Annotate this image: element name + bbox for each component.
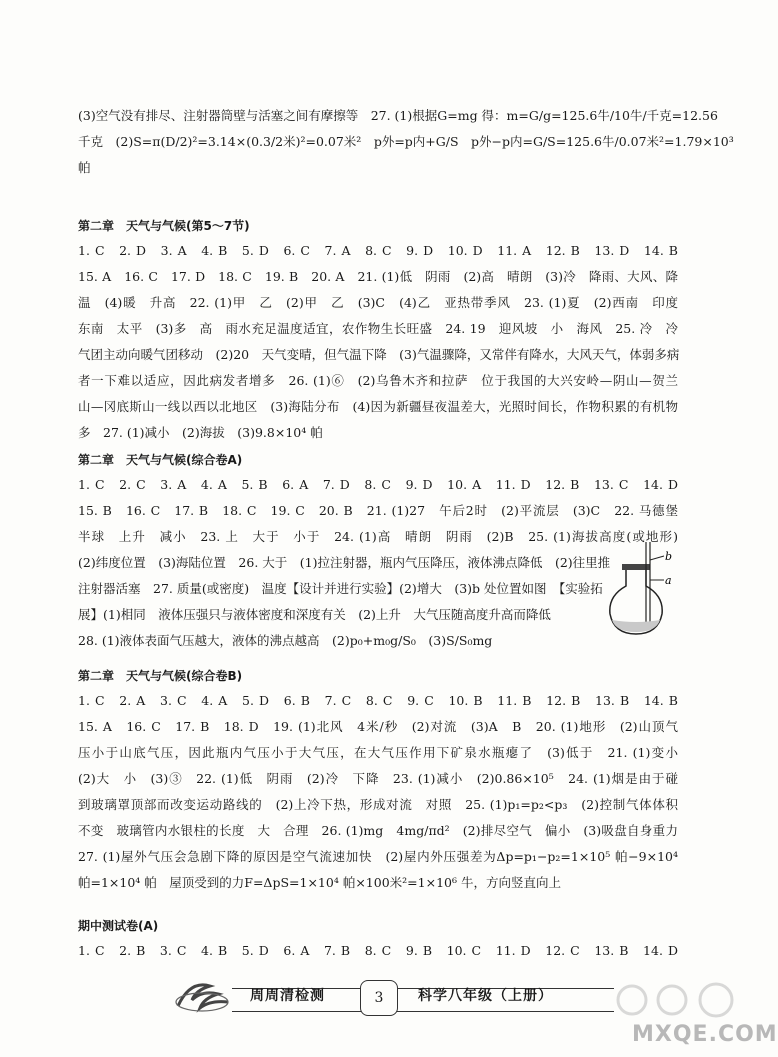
section-heading: 第二章 天气与气候(综合卷B) <box>78 669 243 683</box>
answer-line: 15. A 16. C 17. D 18. C 19. B 20. A 21. (1)低 阴雨 (2)高 晴朗 (3)冷 降雨、大风、降 <box>78 269 678 284</box>
answer-line: 1. C 2. D 3. A 4. B 5. D 6. C 7. A 8. C 9. D 10. D 11. A 12. B 13. D 14. B <box>78 243 678 258</box>
label-a: a <box>665 574 672 587</box>
answer-line: 压小于山底气压，因此瓶内气压小于大气压，在大气压作用下矿泉水瓶瘪了 (3)低于 21. (1)变小 <box>78 745 678 760</box>
answer-line: (2)纬度位置 (3)海陆位置 26. 大于 (1)拉注射器，瓶内气压降压，液体沸点降低 (2)往里推 <box>78 555 611 570</box>
answer-line: 展】(1)相同 液体压强只与液体密度和深度有关 (2)上升 大气压随高度升高而降低 <box>78 607 551 622</box>
page-footer <box>0 958 778 1057</box>
answer-line: 1. C 2. C 3. A 4. A 5. B 6. A 7. D 8. C 9. D 10. A 11. D 12. B 13. C 14. D <box>78 477 678 492</box>
answer-line: 15. A 16. C 17. B 18. D 19. (1)北风 4米/秒 (2)对流 (3)A B 20. (1)地形 (2)山顶气 <box>78 719 678 734</box>
intro-line: 千克 (2)S=π(D/2)²=3.14×(0.3/2米)²=0.07米² p外=p内+G/S p外−p内=G/S=125.6牛/0.07米²=1.79×10³ <box>78 134 734 149</box>
section-ch2-comprehensive-b <box>78 664 678 896</box>
answer-line: 山—冈底斯山一线以西以北地区 (3)海陆分布 (4)因为新疆昼夜温差大，光照时间长，作物积累的有机物 <box>78 399 678 414</box>
section-heading: 第二章 天气与气候(综合卷A) <box>78 453 243 467</box>
footer-brand: 周周清检测 <box>250 988 325 1004</box>
answer-line: (2)大 小 (3)③ 22. (1)低 阴雨 (2)冷 下降 23. (1)减小 (2)0.86×10⁵ 24. (1)烟是由于碰 <box>78 771 678 786</box>
answer-line: 温 (4)暖 升高 22. (1)甲 乙 (2)甲 乙 (3)C (4)乙 亚热带季风 23. (1)夏 (2)西南 印度 <box>78 295 678 310</box>
answer-line: 帕=1×10⁴ 帕 屋顶受到的力F=ΔpS=1×10⁴ 帕×100米²=1×10⁶ 牛，方向竖直向上 <box>78 875 561 890</box>
answer-line: 东南 太平 (3)多 高 雨水充足温度适宜，农作物生长旺盛 24. 19 迎风坡 小 海风 25. 冷 冷 <box>78 321 678 336</box>
section-ch2-5-7 <box>78 214 678 446</box>
leader-line-b <box>650 556 664 560</box>
answer-line: 半球 上升 减小 23. 上 大于 小于 24. (1)高 晴朗 阴雨 (2)B 25. (1)海拔高度(或地形) <box>78 529 678 544</box>
section-midterm-a <box>78 914 678 964</box>
answer-line: 1. C 2. A 3. C 4. A 5. D 6. B 7. C 8. C 9. C 10. B 11. B 12. B 13. B 14. B <box>78 693 678 708</box>
intro-line: (3)空气没有排尽、注射器筒壁与活塞之间有摩擦等 27. (1)根据G=mg 得：m=G/g=125.6牛/10牛/千克=12.56 <box>78 108 718 123</box>
answer-line: 1. C 2. B 3. C 4. B 5. D 6. A 7. B 8. C 9. B 10. C 11. D 12. C 13. B 14. D <box>78 943 678 958</box>
answer-line: 者一下难以适应，因此病发者增多 26. (1)⑥ (2)乌鲁木齐和拉萨 位于我国的大兴安岭—阴山—贺兰 <box>78 373 678 388</box>
section-heading: 期中测试卷(A) <box>78 919 159 933</box>
intro-line: 帕 <box>78 160 91 175</box>
answer-line: 27. (1)屋外气压会急剧下降的原因是空气流速加快 (2)屋内外压强差为Δp=p₁−p₂=1×10⁵ 帕−9×10⁴ <box>78 849 678 864</box>
answer-line: 到玻璃罩顶部而改变运动路线的 (2)上冷下热，形成对流 对照 25. (1)p₁=p₂<p₃ (2)控制气体体积 <box>78 797 678 812</box>
answer-line: 多 27. (1)减小 (2)海拔 (3)9.8×10⁴ 帕 <box>78 425 323 440</box>
answer-line: 气团主动向暖气团移动 (2)20 天气变晴，但气温下降 (3)气温骤降，又常伴有降水，大风天气，体弱多病 <box>78 347 680 362</box>
answer-line: 28. (1)液体表面气压越大，液体的沸点越高 (2)p₀+m₀g/S₀ (3)S/S₀mg <box>78 633 493 648</box>
section-heading: 第二章 天气与气候(第5～7节) <box>78 219 250 233</box>
answer-line: 注射器活塞 27. 质量(或密度) 温度【设计并进行实验】(2)增大 (3)b 处位置如图 【实验拓 <box>78 581 603 596</box>
brand-logo-icon <box>170 976 240 1016</box>
intro-block <box>78 103 734 181</box>
page-number: 3 <box>360 980 398 1016</box>
flask-apparatus-diagram <box>604 538 674 638</box>
label-b: b <box>665 550 673 563</box>
answer-line: 15. B 16. C 17. B 18. C 19. C 20. B 21. (1)27 午后2时 (2)平流层 (3)C 22. 马德堡 <box>78 503 678 518</box>
section-ch2-comprehensive-a <box>78 448 678 654</box>
footer-subject: 科学八年级（上册） <box>418 988 553 1004</box>
answer-line: 不变 玻璃管内水银柱的长度 大 合理 26. (1)mg 4mg/πd² (2)排尽空气 偏小 (3)吸盘自身重力 <box>78 823 678 838</box>
watermark-text: MXQE.COM <box>632 1022 778 1047</box>
